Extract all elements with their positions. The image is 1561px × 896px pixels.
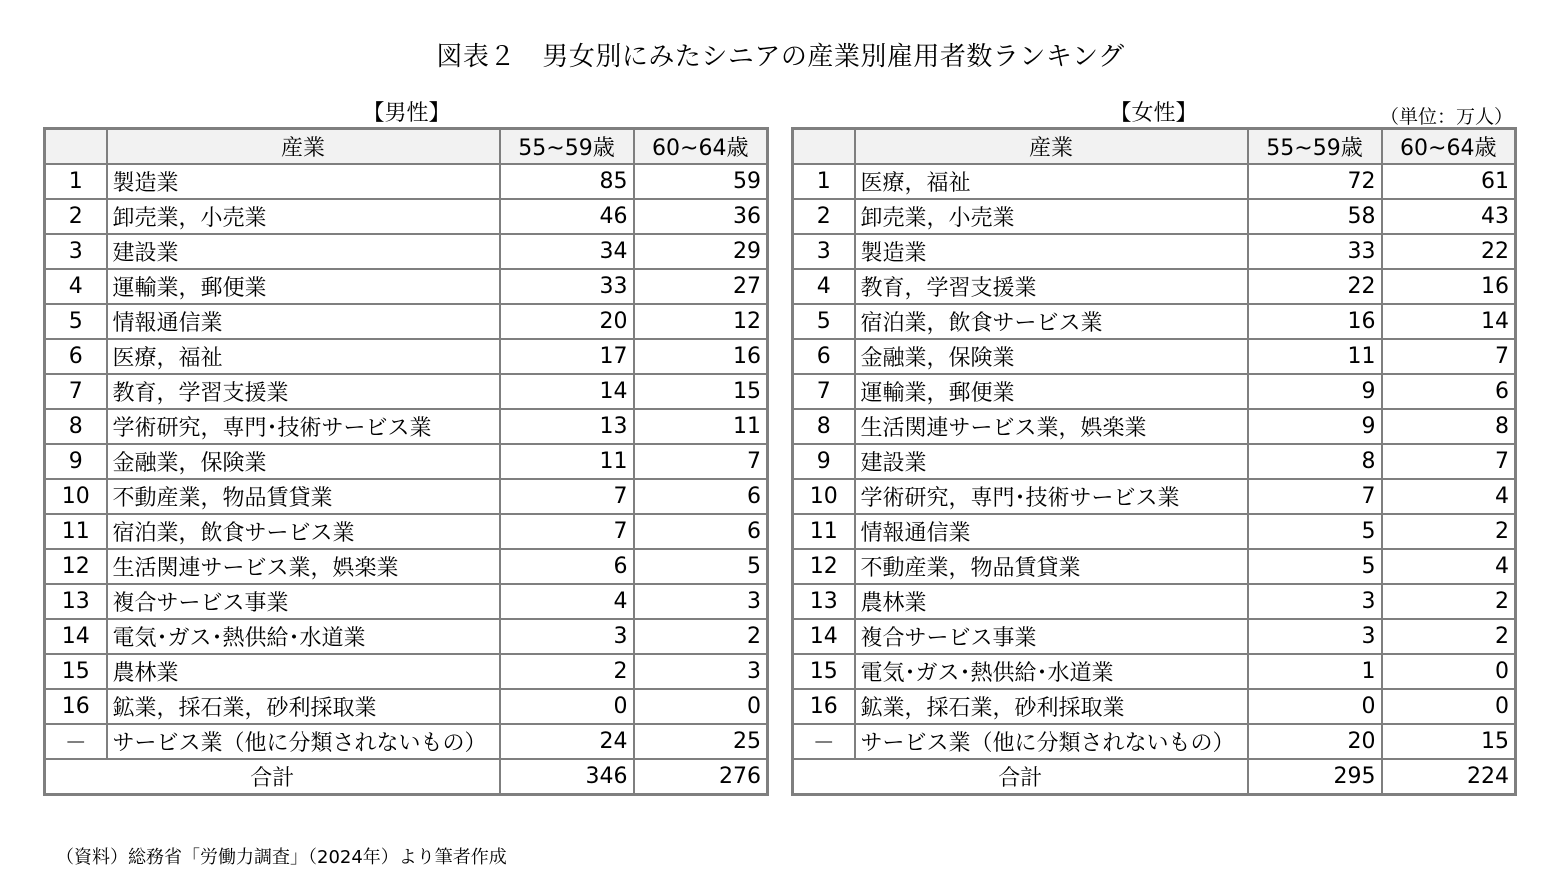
- value-55-59-cell: 8: [1248, 444, 1382, 479]
- value-60-64-cell: 16: [634, 339, 768, 374]
- rank-cell: 15: [793, 654, 855, 689]
- total-row: [45, 759, 768, 795]
- rank-cell: 6: [45, 339, 107, 374]
- value-55-59-cell: 11: [500, 444, 634, 479]
- rank-cell: 5: [793, 304, 855, 339]
- rank-cell: 12: [793, 549, 855, 584]
- total-55-59-cell: 346: [500, 759, 634, 795]
- rank-cell: 4: [793, 269, 855, 304]
- table-row: [45, 339, 768, 374]
- table-row: [793, 479, 1516, 514]
- value-60-64-cell: 3: [634, 584, 768, 619]
- value-60-64-cell: 6: [634, 514, 768, 549]
- rank-cell: 10: [793, 479, 855, 514]
- value-55-59-cell: 3: [1248, 619, 1382, 654]
- header-row: [793, 129, 1516, 165]
- table-row: [793, 584, 1516, 619]
- table-row: [45, 549, 768, 584]
- value-60-64-cell: 43: [1382, 199, 1516, 234]
- header-row: [45, 129, 768, 165]
- industry-cell: 建設業: [107, 234, 500, 269]
- rank-cell: 14: [45, 619, 107, 654]
- table-row: [45, 234, 768, 269]
- rank-cell: －: [45, 724, 107, 759]
- industry-cell: 鉱業，採石業，砂利採取業: [107, 689, 500, 724]
- industry-cell: 運輸業，郵便業: [855, 374, 1248, 409]
- value-60-64-cell: 4: [1382, 549, 1516, 584]
- industry-cell: 金融業，保険業: [107, 444, 500, 479]
- value-60-64-cell: 7: [1382, 444, 1516, 479]
- rank-cell: 16: [45, 689, 107, 724]
- table-row: [45, 444, 768, 479]
- rank-cell: 14: [793, 619, 855, 654]
- table-row: [793, 724, 1516, 759]
- rank-header: [45, 129, 107, 165]
- industry-cell: 卸売業，小売業: [855, 199, 1248, 234]
- value-60-64-cell: 15: [1382, 724, 1516, 759]
- value-55-59-cell: 9: [1248, 374, 1382, 409]
- rank-cell: 11: [793, 514, 855, 549]
- value-60-64-cell: 5: [634, 549, 768, 584]
- rank-cell: 4: [45, 269, 107, 304]
- value-55-59-cell: 9: [1248, 409, 1382, 444]
- value-55-59-cell: 5: [1248, 514, 1382, 549]
- value-55-59-cell: 2: [500, 654, 634, 689]
- value-60-64-cell: 59: [634, 164, 768, 199]
- rank-cell: 12: [45, 549, 107, 584]
- table-row: [45, 164, 768, 199]
- value-55-59-cell: 0: [500, 689, 634, 724]
- value-55-59-cell: 6: [500, 549, 634, 584]
- value-55-59-cell: 14: [500, 374, 634, 409]
- rank-cell: 13: [45, 584, 107, 619]
- value-55-59-cell: 3: [1248, 584, 1382, 619]
- unit-label: （単位：万人）: [1380, 106, 1514, 128]
- industry-cell: 学術研究，専門･技術サービス業: [107, 409, 500, 444]
- figure-title: 図表２ 男女別にみたシニアの産業別雇用者数ランキング: [436, 42, 1125, 72]
- industry-cell: 宿泊業，飲食サービス業: [107, 514, 500, 549]
- value-60-64-cell: 3: [634, 654, 768, 689]
- rank-cell: 11: [45, 514, 107, 549]
- industry-cell: 鉱業，採石業，砂利採取業: [855, 689, 1248, 724]
- table-row: [45, 269, 768, 304]
- value-60-64-cell: 7: [1382, 339, 1516, 374]
- rank-cell: 13: [793, 584, 855, 619]
- industry-cell: 製造業: [855, 234, 1248, 269]
- total-row: [793, 759, 1516, 795]
- value-60-64-cell: 6: [1382, 374, 1516, 409]
- rank-cell: －: [793, 724, 855, 759]
- rank-cell: 9: [45, 444, 107, 479]
- industry-cell: 複合サービス事業: [855, 619, 1248, 654]
- value-60-64-cell: 15: [634, 374, 768, 409]
- male-panel-label: 【男性】: [362, 101, 451, 126]
- value-60-64-cell: 25: [634, 724, 768, 759]
- rank-cell: 2: [45, 199, 107, 234]
- value-55-59-cell: 58: [1248, 199, 1382, 234]
- industry-cell: サービス業（他に分類されないもの）: [855, 724, 1248, 759]
- rank-cell: 5: [45, 304, 107, 339]
- table-row: [45, 409, 768, 444]
- table-row: [45, 199, 768, 234]
- value-55-59-cell: 20: [1248, 724, 1382, 759]
- industry-cell: 教育，学習支援業: [855, 269, 1248, 304]
- table-row: [45, 584, 768, 619]
- table-row: [793, 339, 1516, 374]
- industry-cell: 宿泊業，飲食サービス業: [855, 304, 1248, 339]
- table-row: [45, 654, 768, 689]
- rank-cell: 9: [793, 444, 855, 479]
- industry-cell: 電気･ガス･熱供給･水道業: [107, 619, 500, 654]
- industry-cell: 運輸業，郵便業: [107, 269, 500, 304]
- total-60-64-cell: 276: [634, 759, 768, 795]
- industry-cell: 生活関連サービス業，娯楽業: [855, 409, 1248, 444]
- industry-cell: 不動産業，物品賃貸業: [107, 479, 500, 514]
- rank-cell: 7: [793, 374, 855, 409]
- table-row: [45, 479, 768, 514]
- female-panel-label: 【女性】: [1109, 101, 1198, 126]
- value-55-59-cell: 72: [1248, 164, 1382, 199]
- table-row: [45, 619, 768, 654]
- industry-cell: 情報通信業: [107, 304, 500, 339]
- industry-cell: 学術研究，専門･技術サービス業: [855, 479, 1248, 514]
- value-60-64-cell: 27: [634, 269, 768, 304]
- industry-cell: 教育，学習支援業: [107, 374, 500, 409]
- table-row: [793, 409, 1516, 444]
- rank-cell: 15: [45, 654, 107, 689]
- value-60-64-cell: 36: [634, 199, 768, 234]
- value-60-64-cell: 6: [634, 479, 768, 514]
- industry-cell: 不動産業，物品賃貸業: [855, 549, 1248, 584]
- industry-cell: 農林業: [107, 654, 500, 689]
- table-row: [793, 374, 1516, 409]
- table-row: [793, 234, 1516, 269]
- table-row: [45, 724, 768, 759]
- value-55-59-cell: 13: [500, 409, 634, 444]
- value-55-59-cell: 85: [500, 164, 634, 199]
- table-row: [45, 304, 768, 339]
- value-55-59-cell: 24: [500, 724, 634, 759]
- value-60-64-cell: 2: [1382, 619, 1516, 654]
- value-60-64-cell: 7: [634, 444, 768, 479]
- value-55-59-cell: 1: [1248, 654, 1382, 689]
- male-table: [43, 127, 769, 796]
- industry-cell: 生活関連サービス業，娯楽業: [107, 549, 500, 584]
- age-60-64-header: 60~64歳: [1382, 129, 1516, 165]
- value-55-59-cell: 33: [1248, 234, 1382, 269]
- total-60-64-cell: 224: [1382, 759, 1516, 795]
- table-row: [45, 514, 768, 549]
- industry-cell: 電気･ガス･熱供給･水道業: [855, 654, 1248, 689]
- value-60-64-cell: 2: [634, 619, 768, 654]
- value-55-59-cell: 34: [500, 234, 634, 269]
- table-row: [793, 164, 1516, 199]
- value-55-59-cell: 22: [1248, 269, 1382, 304]
- table-row: [793, 514, 1516, 549]
- rank-cell: 2: [793, 199, 855, 234]
- table-row: [793, 444, 1516, 479]
- value-55-59-cell: 7: [500, 514, 634, 549]
- value-55-59-cell: 0: [1248, 689, 1382, 724]
- value-55-59-cell: 20: [500, 304, 634, 339]
- rank-cell: 1: [793, 164, 855, 199]
- value-60-64-cell: 2: [1382, 514, 1516, 549]
- table-row: [793, 304, 1516, 339]
- value-60-64-cell: 0: [1382, 654, 1516, 689]
- total-label-cell: 合計: [793, 759, 1248, 795]
- industry-cell: 卸売業，小売業: [107, 199, 500, 234]
- value-55-59-cell: 17: [500, 339, 634, 374]
- female-table: [791, 127, 1517, 796]
- rank-cell: 8: [793, 409, 855, 444]
- value-60-64-cell: 8: [1382, 409, 1516, 444]
- table-row: [793, 199, 1516, 234]
- industry-cell: 製造業: [107, 164, 500, 199]
- industry-cell: 医療，福祉: [855, 164, 1248, 199]
- rank-cell: 16: [793, 689, 855, 724]
- value-55-59-cell: 7: [1248, 479, 1382, 514]
- industry-header: 産業: [107, 129, 500, 165]
- industry-header: 産業: [855, 129, 1248, 165]
- source-note: （資料）総務省「労働力調査」（2024年）より筆者作成: [56, 847, 507, 868]
- rank-cell: 3: [793, 234, 855, 269]
- table-row: [45, 689, 768, 724]
- value-60-64-cell: 29: [634, 234, 768, 269]
- rank-cell: 3: [45, 234, 107, 269]
- value-60-64-cell: 16: [1382, 269, 1516, 304]
- total-55-59-cell: 295: [1248, 759, 1382, 795]
- value-55-59-cell: 5: [1248, 549, 1382, 584]
- table-row: [793, 269, 1516, 304]
- rank-cell: 6: [793, 339, 855, 374]
- value-55-59-cell: 7: [500, 479, 634, 514]
- age-55-59-header: 55~59歳: [1248, 129, 1382, 165]
- table-row: [793, 689, 1516, 724]
- age-55-59-header: 55~59歳: [500, 129, 634, 165]
- age-60-64-header: 60~64歳: [634, 129, 768, 165]
- rank-header: [793, 129, 855, 165]
- industry-cell: 複合サービス事業: [107, 584, 500, 619]
- table-row: [793, 654, 1516, 689]
- value-60-64-cell: 22: [1382, 234, 1516, 269]
- table-row: [793, 619, 1516, 654]
- rank-cell: 10: [45, 479, 107, 514]
- value-60-64-cell: 4: [1382, 479, 1516, 514]
- value-55-59-cell: 16: [1248, 304, 1382, 339]
- value-55-59-cell: 3: [500, 619, 634, 654]
- value-60-64-cell: 61: [1382, 164, 1516, 199]
- table-row: [793, 549, 1516, 584]
- rank-cell: 7: [45, 374, 107, 409]
- rank-cell: 1: [45, 164, 107, 199]
- industry-cell: 農林業: [855, 584, 1248, 619]
- value-60-64-cell: 12: [634, 304, 768, 339]
- industry-cell: 金融業，保険業: [855, 339, 1248, 374]
- value-60-64-cell: 11: [634, 409, 768, 444]
- industry-cell: 建設業: [855, 444, 1248, 479]
- value-55-59-cell: 4: [500, 584, 634, 619]
- value-55-59-cell: 11: [1248, 339, 1382, 374]
- industry-cell: 情報通信業: [855, 514, 1248, 549]
- table-row: [45, 374, 768, 409]
- value-60-64-cell: 2: [1382, 584, 1516, 619]
- value-55-59-cell: 46: [500, 199, 634, 234]
- value-60-64-cell: 0: [634, 689, 768, 724]
- total-label-cell: 合計: [45, 759, 500, 795]
- value-60-64-cell: 14: [1382, 304, 1516, 339]
- industry-cell: サービス業（他に分類されないもの）: [107, 724, 500, 759]
- rank-cell: 8: [45, 409, 107, 444]
- industry-cell: 医療，福祉: [107, 339, 500, 374]
- value-55-59-cell: 33: [500, 269, 634, 304]
- value-60-64-cell: 0: [1382, 689, 1516, 724]
